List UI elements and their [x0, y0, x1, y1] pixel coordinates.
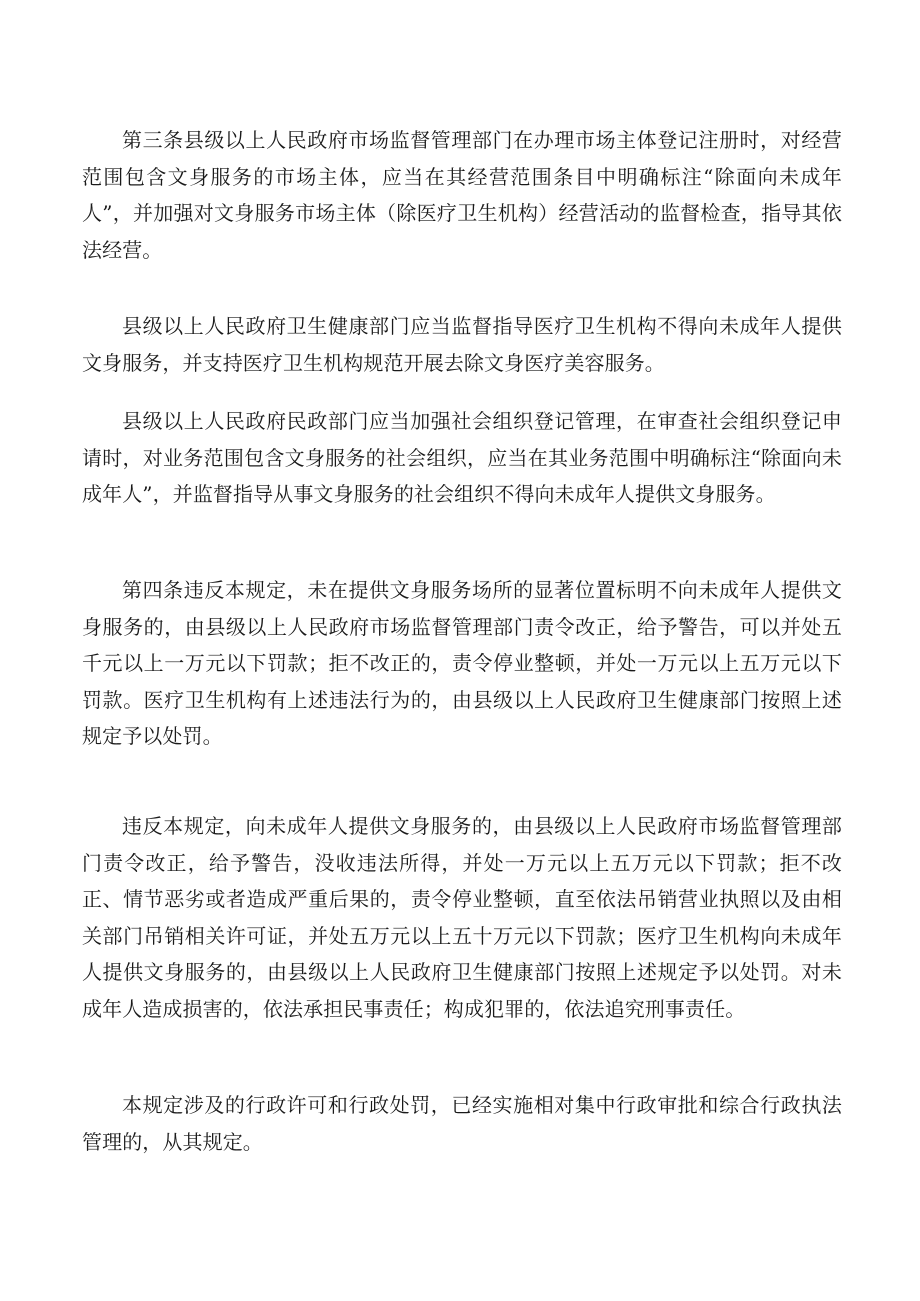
paragraph-violation-penalties: 违反本规定，向未成年人提供文身服务的，由县级以上人民政府市场监督管理部门责令改正，给予警告，没收违法所得，并处一万元以上五万元以下罚款；拒不改正、情节恶劣或者造成严重后果的，责令停业整顿，直至依法吊销营业执照以及由相关部门吊销相关许可证，并处五万元以上五十万元以下罚款；医疗卫生机构向未成年人提供文身服务的，由县级以上人民政府卫生健康部门按照上述规定予以处罚。对未成年人造成损害的，依法承担民事责任；构成犯罪的，依法追究刑事责任。 — [82, 814, 842, 1021]
paragraph-administrative-licensing: 本规定涉及的行政许可和行政处罚，已经实施相对集中行政审批和综合行政执法管理的，从其规定。 — [82, 1093, 842, 1154]
paragraph-civil-affairs-department: 县级以上人民政府民政部门应当加强社会组织登记管理，在审查社会组织登记申请时，对业务范围包含文身服务的社会组织，应当在其业务范围中明确标注“除面向未成年人”，并监督指导从事文身服务的社会组织不得向未成年人提供文身服务。 — [82, 409, 842, 506]
paragraph-health-department: 县级以上人民政府卫生健康部门应当监督指导医疗卫生机构不得向未成年人提供文身服务，并支持医疗卫生机构规范开展去除文身医疗美容服务。 — [82, 314, 842, 375]
paragraph-article-4: 第四条违反本规定，未在提供文身服务场所的显著位置标明不向未成年人提供文身服务的，由县级以上人民政府市场监督管理部门责令改正，给予警告，可以并处五千元以上一万元以下罚款；拒不改正的，责令停业整顿，并处一万元以上五万元以下罚款。医疗卫生机构有上述违法行为的，由县级以上人民政府卫生健康部门按照上述规定予以处罚。 — [82, 578, 842, 748]
paragraph-article-3: 第三条县级以上人民政府市场监督管理部门在办理市场主体登记注册时，对经营范围包含文身服务的市场主体，应当在其经营范围条目中明确标注“除面向未成年人”，并加强对文身服务市场主体（除医疗卫生机构）经营活动的监督检查，指导其依法经营。 — [82, 128, 842, 262]
